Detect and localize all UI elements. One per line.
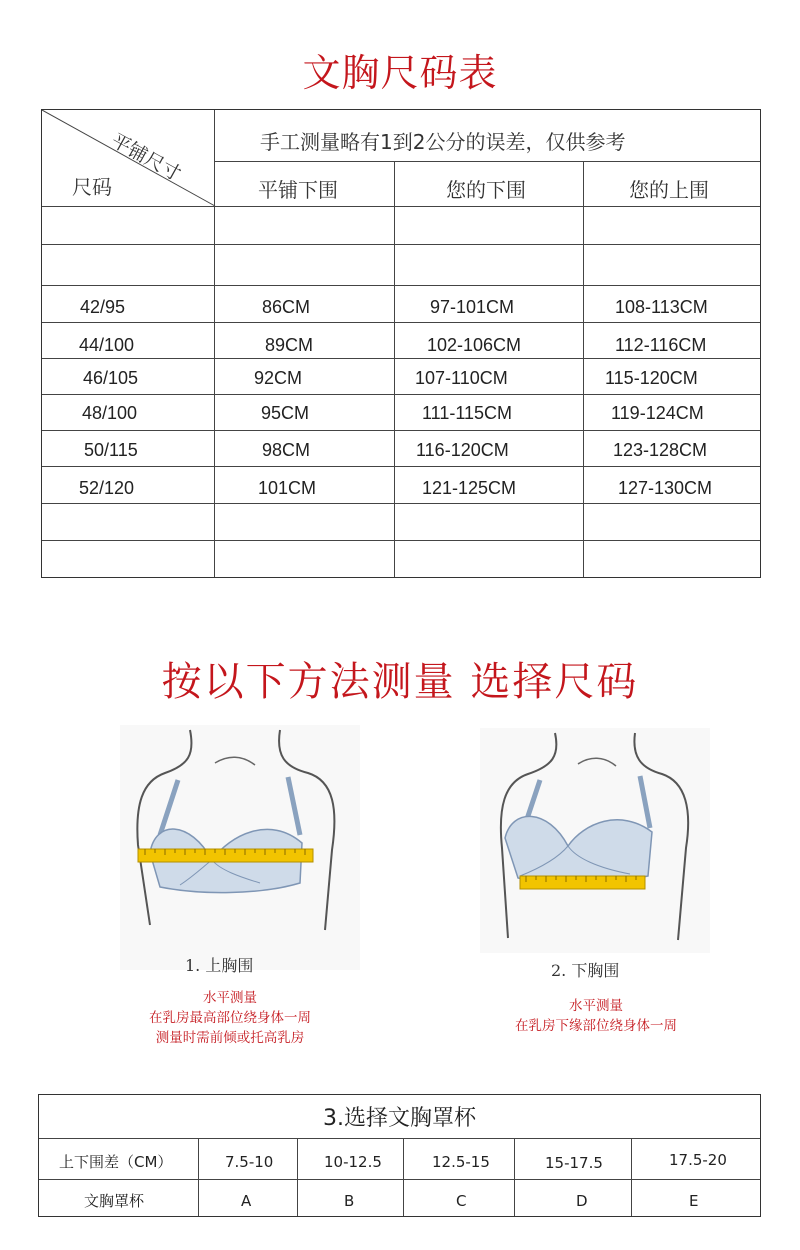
size-cell: 48/100 bbox=[82, 403, 138, 423]
table-divider bbox=[631, 1138, 632, 1216]
cup-size-table bbox=[38, 1094, 761, 1217]
cup-cell: D bbox=[576, 1192, 588, 1210]
row-label: 上下围差（CM） bbox=[59, 1153, 173, 1171]
cup-cell: A bbox=[241, 1192, 252, 1210]
range-cell: 7.5-10 bbox=[225, 1153, 274, 1171]
note-line: 水平测量 bbox=[569, 998, 623, 1014]
cup-cell: E bbox=[689, 1192, 699, 1210]
cup-cell: B bbox=[344, 1192, 355, 1210]
note-line: 水平测量 bbox=[203, 990, 257, 1006]
table-divider bbox=[42, 285, 760, 286]
upper-bust-illustration bbox=[120, 725, 360, 974]
upper-cell: 112-116CM bbox=[615, 335, 707, 355]
range-cell: 10-12.5 bbox=[324, 1153, 382, 1171]
figure-notes bbox=[120, 988, 340, 1048]
under-cell: 111-115CM bbox=[422, 403, 513, 423]
range-cell: 15-17.5 bbox=[545, 1154, 603, 1172]
column-header: 您的下围 bbox=[446, 178, 526, 202]
under-bust-illustration bbox=[480, 728, 710, 957]
table-divider bbox=[403, 1138, 404, 1216]
note-line: 测量时需前倾或托高乳房 bbox=[155, 1030, 305, 1046]
table-divider bbox=[42, 430, 760, 431]
figure-notes bbox=[486, 996, 706, 1036]
flat-cell: 89CM bbox=[265, 335, 314, 355]
size-cell: 44/100 bbox=[79, 335, 135, 355]
figure-label: 1. 上胸围 bbox=[185, 956, 254, 975]
under-cell: 107-110CM bbox=[415, 368, 508, 388]
under-cell: 116-120CM bbox=[416, 440, 509, 460]
bust-figure-icon bbox=[120, 725, 360, 970]
corner-header-bottom: 尺码 bbox=[72, 175, 112, 199]
table-divider bbox=[297, 1138, 298, 1216]
size-cell: 46/105 bbox=[83, 368, 139, 388]
range-cell: 12.5-15 bbox=[432, 1153, 490, 1171]
flat-cell: 101CM bbox=[258, 478, 317, 498]
table-divider bbox=[42, 466, 760, 467]
column-header: 平铺下围 bbox=[258, 178, 338, 202]
upper-cell: 119-124CM bbox=[611, 403, 704, 423]
range-cell: 17.5-20 bbox=[669, 1151, 727, 1169]
flat-cell: 98CM bbox=[262, 440, 311, 460]
page-title: 文胸尺码表 bbox=[302, 51, 498, 95]
upper-cell: 123-128CM bbox=[613, 440, 708, 460]
size-chart-table bbox=[41, 109, 761, 578]
bust-figure-icon bbox=[480, 728, 710, 953]
under-cell: 102-106CM bbox=[427, 335, 522, 355]
note-line: 在乳房最高部位绕身体一周 bbox=[149, 1010, 311, 1026]
table-divider bbox=[394, 161, 395, 577]
note-line: 在乳房下缘部位绕身体一周 bbox=[515, 1018, 677, 1034]
table-divider bbox=[42, 322, 760, 323]
cup-table-title: 3.选择文胸罩杯 bbox=[323, 1106, 476, 1131]
upper-cell: 127-130CM bbox=[618, 478, 713, 498]
upper-cell: 115-120CM bbox=[605, 368, 698, 388]
column-header: 您的上围 bbox=[629, 178, 709, 202]
table-divider bbox=[583, 161, 584, 577]
section-title: 按以下方法测量 选择尺码 bbox=[161, 659, 639, 705]
table-divider bbox=[215, 161, 760, 162]
size-cell: 42/95 bbox=[80, 297, 126, 317]
table-divider bbox=[42, 358, 760, 359]
table-divider bbox=[39, 1179, 760, 1180]
table-divider bbox=[39, 1138, 760, 1139]
table-divider bbox=[198, 1138, 199, 1216]
size-cell: 50/115 bbox=[84, 440, 138, 460]
measurement-note: 手工测量略有1到2公分的误差，仅供参考 bbox=[260, 130, 626, 154]
flat-cell: 95CM bbox=[261, 403, 310, 423]
table-divider bbox=[42, 394, 760, 395]
size-cell: 52/120 bbox=[79, 478, 135, 498]
row-label: 文胸罩杯 bbox=[84, 1192, 145, 1210]
table-divider bbox=[42, 503, 760, 504]
cup-cell: C bbox=[456, 1192, 467, 1210]
table-divider bbox=[42, 540, 760, 541]
figure-label: 2. 下胸围 bbox=[551, 961, 620, 980]
table-divider bbox=[42, 244, 760, 245]
under-cell: 97-101CM bbox=[430, 297, 515, 317]
table-divider bbox=[514, 1138, 515, 1216]
flat-cell: 86CM bbox=[262, 297, 311, 317]
flat-cell: 92CM bbox=[254, 368, 303, 388]
corner-header-top: 平铺尺寸 bbox=[107, 129, 185, 186]
upper-cell: 108-113CM bbox=[615, 297, 708, 317]
under-cell: 121-125CM bbox=[422, 478, 517, 498]
